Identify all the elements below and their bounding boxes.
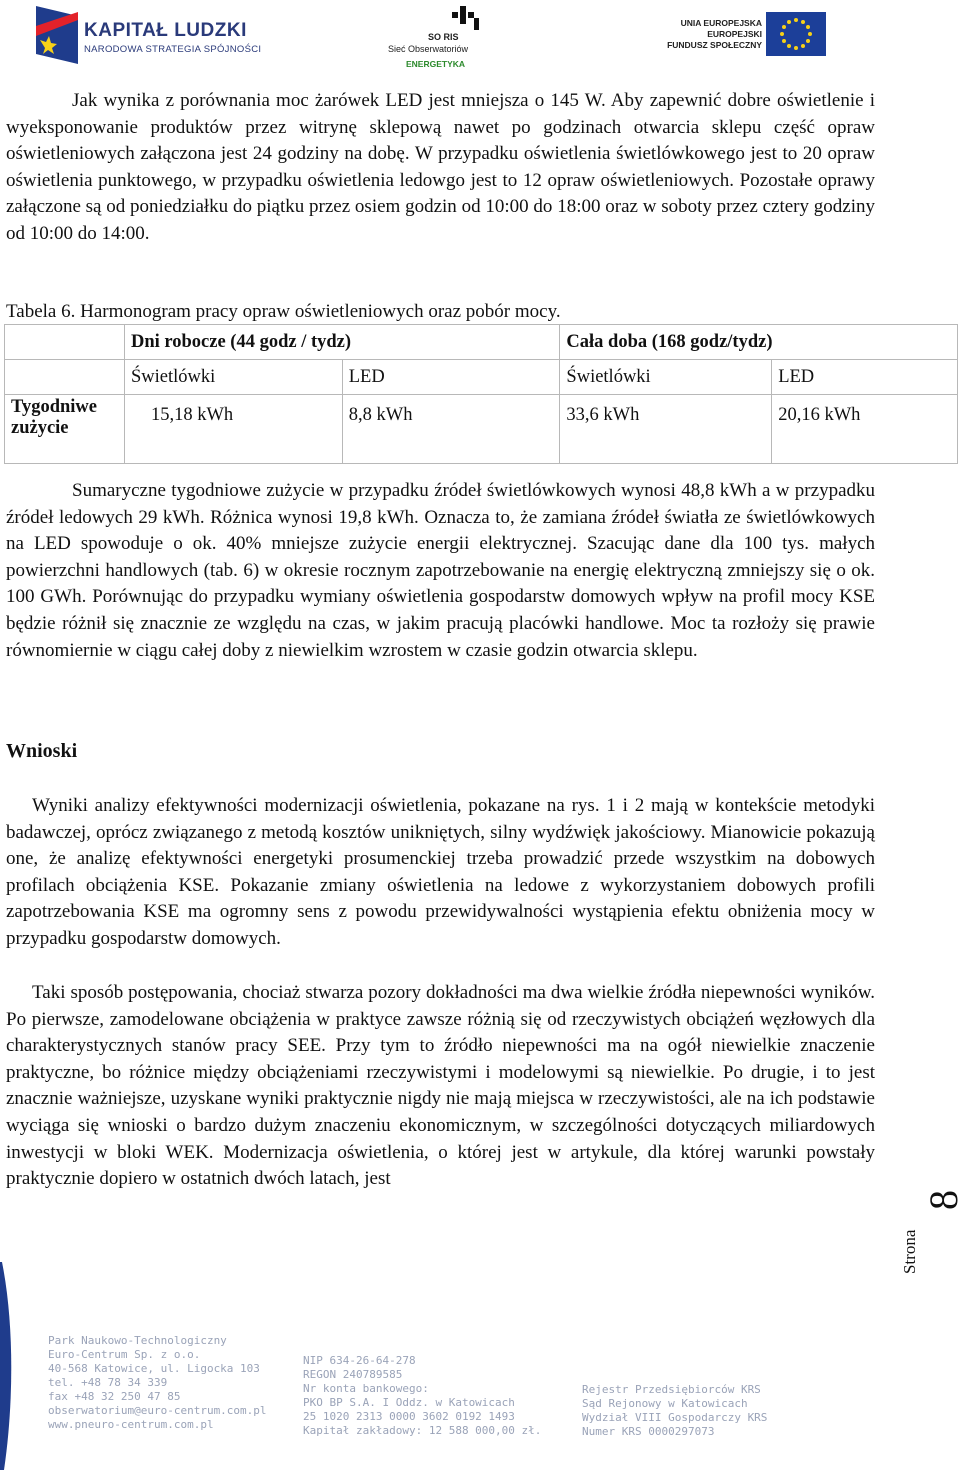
footer-line: NIP 634-26-64-278 (303, 1354, 416, 1367)
page-number-wrap (920, 1170, 966, 1220)
table-group-workdays: Dni robocze (44 godz / tydz) (124, 325, 559, 360)
table-sub-fluorescent-1: Świetlówki (124, 360, 342, 395)
footer-company (48, 1334, 267, 1432)
paragraph-4: Taki sposób postępowania, chociaż stwarza pozory dokładności ma dwa wielkie źródła niepewności wyników. Po pierwsze, zamodelowane obciążenia w praktyce zawsze różnią się od rzeczywistych obciążeń węzłowych dla charakterystycznych stanów pracy SEE. Przy tym to źródło niepewności ma na ogół niewielkie znaczenie praktyczne, bo różnice między obciążeniami rzeczywistymi i modelowymi są niewielkie. Po drugie, i to jest znacznie ważniejsze, uzyskane wyniki praktycznie nigdy nie mają miejsca w rzeczywistości, ale na ich podstawie wyciąga się wnioski o bardzo dużym znaczeniu ekonomicznym, w szczególności dotyczących miliardowych inwestycji w bloki WEK. Modernizacja oświetlenia, o której jest w artykule, dla której warunki powstały praktycznie dopiero w ostatnich dwóch latach, jest (6, 982, 875, 1190)
footer-line: Wydział VIII Gospodarczy KRS (582, 1411, 768, 1424)
footer-line: Kapitał zakładowy: 12 588 000,00 zł. (303, 1424, 542, 1437)
footer-line: fax +48 32 250 47 85 (48, 1390, 181, 1403)
section-heading: Wnioski (6, 740, 78, 762)
kapital-ludzki-subtitle: NARODOWA STRATEGIA SPÓJNOŚCI (84, 44, 262, 55)
eu-line-1: UNIA EUROPEJSKA (680, 18, 762, 28)
kapital-ludzki-title: KAPITAŁ LUDZKI (84, 20, 247, 41)
table-sub-led-2: LED (772, 360, 958, 395)
table-sub-fluorescent-2: Świetlówki (560, 360, 772, 395)
table-sub-led-1: LED (342, 360, 560, 395)
table-caption: Tabela 6. Harmonogram pracy opraw oświetleniowych oraz pobór mocy. (6, 301, 561, 322)
eu-logo (662, 12, 826, 58)
footer-line: Nr konta bankowego: (303, 1382, 429, 1395)
table-value-4: 20,16 kWh (772, 395, 958, 464)
page-label: Strona (900, 1229, 919, 1274)
table-group-fullday: Cała doba (168 godz/tydz) (560, 325, 958, 360)
paragraph-1: Jak wynika z porównania moc żarówek LED jest mniejsza o 145 W. Aby zapewnić dobre oświetlenie i wyeksponowanie produktów przez witrynę sklepową nawet po godzinach otwarcia sklepu część opraw oświetleniowych załączona jest 24 godziny na dobę. W przypadku oświetlenia świetlówkowego jest to 20 opraw oświetlenia punktowego, w przypadku oświetlenia ledowgo jest to 12 opraw oświetleniowych. Pozostałe oprawy załączone są od poniedziałku do piątku przez osiem godzin od 10:00 do 18:00 oraz w soboty przez cztery godziny od 10:00 do 14:00. (6, 90, 875, 244)
footer-line: REGON 240789585 (303, 1368, 403, 1381)
footer-line: PKO BP S.A. I Oddz. w Katowicach (303, 1396, 515, 1409)
soris-band: ENERGETYKA (406, 59, 466, 69)
table-data-row (5, 395, 958, 464)
soris-logo (384, 4, 504, 68)
paragraph-3: Wyniki analizy efektywności modernizacji oświetlenia, pokazane na rys. 1 i 2 mają w kontekście metodyki badawczej, oprócz związanego z metodą kosztów unikniętych, silny wydźwięk jakościowy. Mianowicie pokazują one, że analizę efektywności energetyki prosumenckiej trzeba prowadzić przede wszystkim na dobowych profilach obciążenia KSE. Pokazanie zmiany oświetlenia na ledowe z wykorzystaniem dobowych profili zapotrzebowania KSE ma ogromny sens z powodu przewidywalności wystąpienia efektu obniżenia mocy w przypadku gospodarstw domowych. (6, 795, 875, 949)
table-subheader-row (5, 360, 958, 395)
table-value-2: 8,8 kWh (342, 395, 560, 464)
eu-text (667, 18, 762, 51)
kapital-ludzki-logo (36, 6, 266, 64)
footer-email[interactable]: obserwatorium@euro-centrum.com.pl (48, 1404, 267, 1417)
footer-registration (303, 1354, 541, 1438)
footer-line: tel. +48 78 34 339 (48, 1376, 168, 1389)
footer-line: Sąd Rejonowy w Katowicach (582, 1397, 748, 1410)
table-group-row (5, 325, 958, 360)
eu-line-2: EUROPEJSKI (707, 29, 762, 39)
footer-krs (582, 1383, 767, 1439)
footer-line: Euro-Centrum Sp. z o.o. (48, 1348, 201, 1361)
table-6 (4, 324, 958, 464)
table-corner-cell (5, 325, 125, 360)
table-value-3: 33,6 kWh (560, 395, 772, 464)
footer-line: Rejestr Przedsiębiorców KRS (582, 1383, 761, 1396)
page-number: 8 (921, 1190, 966, 1210)
footer-line: Park Naukowo-Technologiczny (48, 1334, 227, 1347)
footer-line: 25 1020 2313 0000 3602 0192 1493 (303, 1410, 515, 1423)
footer-line: Numer KRS 0000297073 (582, 1425, 715, 1438)
eu-line-3: FUNDUSZ SPOŁECZNY (667, 40, 762, 50)
table-empty-cell (5, 360, 125, 395)
kapital-ludzki-flag-icon (36, 6, 78, 64)
footer-swoosh-icon (0, 1262, 20, 1470)
footer-website[interactable]: www.pneuro-centrum.com.pl (48, 1418, 214, 1431)
eu-flag-icon (766, 12, 826, 56)
page-header (0, 0, 960, 70)
footer-line: 40-568 Katowice, ul. Ligocka 103 (48, 1362, 260, 1375)
paragraph-2: Sumaryczne tygodniowe zużycie w przypadku źródeł świetlówkowych wynosi 48,8 kWh a w przypadku źródeł ledowych 29 kWh. Różnica wynosi 19,8 kWh. Oznacza to, że zamiana źródeł światła ze świetlówkowych na LED spowoduje o ok. 40% mniejsze zużycie energii elektrycznej. Szacując dane dla 100 tys. małych powierzchni handlowych (tab. 6) w okresie rocznym zapotrzebowanie na energię elektryczną zmniejszy się o ok. 100 GWh. Porównując do przypadku wymiany oświetlenia gospodarstw domowych wpływ na profil mocy KSE będzie różnił się znacznie ze względu na czas, w jakim pracują placówki handlowe. Moc ta rozłoży się prawie równomiernie w ciągu całej doby z niewielkim wzrostem w czasie godzin otwarcia sklepu. (6, 480, 875, 661)
soris-name: SO RIS (428, 32, 459, 42)
soris-subtitle: Sieć Obserwatoriów (388, 44, 469, 54)
table-row-label: Tygodniwe zużycie (5, 395, 125, 464)
table-value-1: 15,18 kWh (124, 395, 342, 464)
